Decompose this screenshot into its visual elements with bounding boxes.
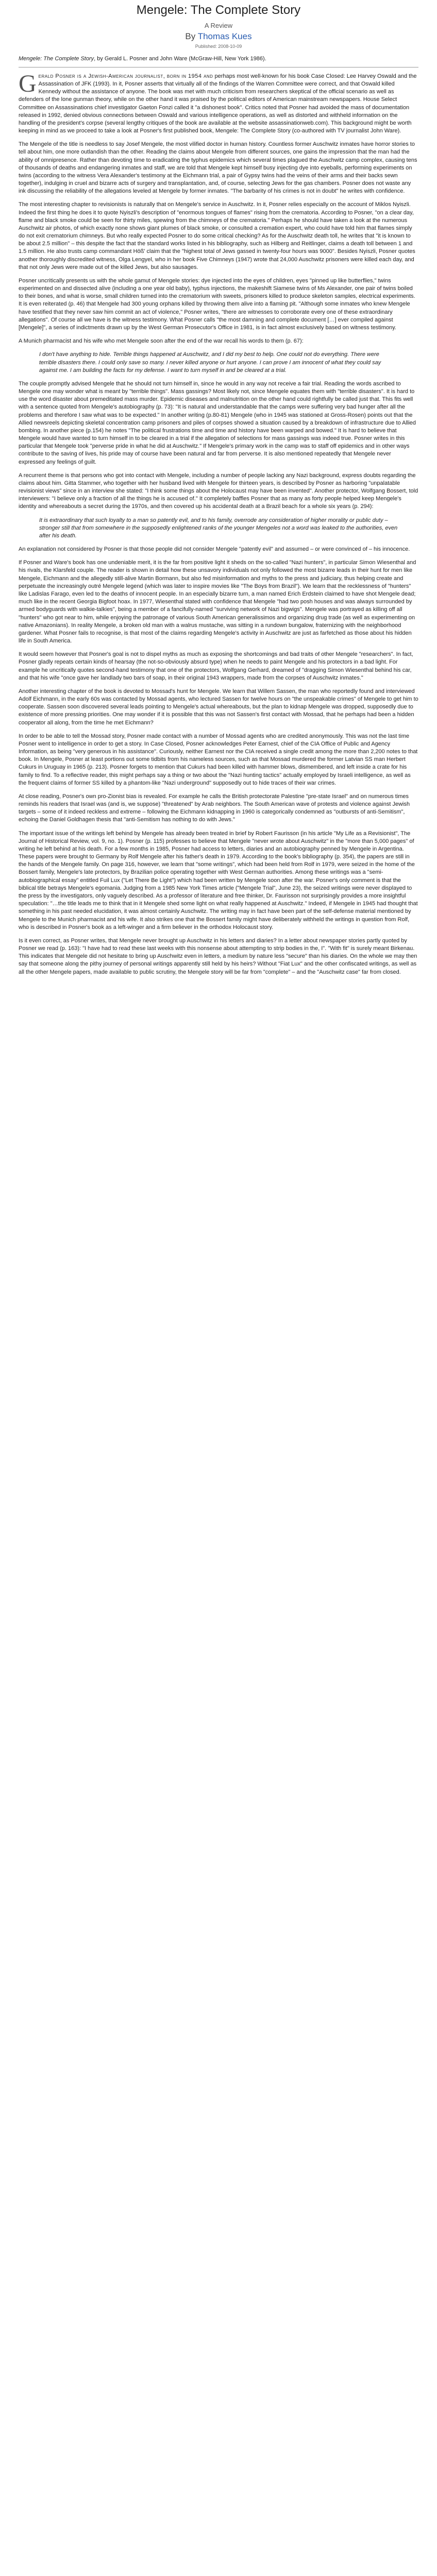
block-quote: I don't have anything to hide. Terrible things happened at Auschwitz, and I did my best to help. One could not do everything. There were terrible disasters there. I could only save so many. I never killed anyone or hurt anyone. I can prove I am innocent of what they could say against me. I am building the facts for my defense. I want to turn myself in and be cleared at a trial. xyxy=(39,351,381,374)
article xyxy=(19,0,418,976)
book-citation xyxy=(19,55,418,63)
paragraph-text: Posner uncritically presents us with the whole gamut of Mengele stories: dye injected into the eyes of children, eyes "pinned up like butterflies," twins experimented on and dissected alive (including a one year old baby), typhus injections, the makeshift Siamese twins of Ms Alexander, one pair of twins boiled to their bones, and what is worse, small children turned into the crematorium with sweets, prisoners killed to produce skeleton samples, electrical experiments. It is even reiterated (p. 46) that Mengele had 300 young orphans killed by throwing them alive into a flaming pit. "Although some inmates who knew Mengele have testified that they never saw him commit an act of violence," Posner writes, "there are witnesses to corroborate every one of these extraordinary allegations". Of course all we have is the witness testimony. What Posner calls "the most damning and complete document […] ever compiled against [Mengele]", a series of indictments drawn up by the West German Prosecutor's Office in 1981, is in fact almost exclusively based on witness testimony. xyxy=(19,277,415,331)
paragraph xyxy=(19,277,418,332)
block-quote: It is extraordinary that such loyalty to a man so patently evil, and to his family, overrode any consideration of higher morality or public duty – stronger still that from somewhere in the supposedly enlightened ranks of the younger Mengeles not a word was leaked to the authorities, even after his death. xyxy=(39,517,398,539)
article-title: Mengele: The Complete Story xyxy=(136,3,301,17)
lead-in: erald Posner is a Jewish-American journalist, born in 1954 and xyxy=(38,73,213,79)
paragraph xyxy=(19,201,418,272)
paragraph xyxy=(19,70,418,135)
paragraph xyxy=(19,380,418,466)
byline-prefix: By xyxy=(185,31,196,41)
paragraph-text: Is it even correct, as Posner writes, that Mengele never brought up Auschwitz in his letters and diaries? In a letter about newspaper stories partly quoted by Posner we read (p. 163): "I have had to read these last weeks with this nonsense about attempting to strip bodies in the, I". "With fit" is surely meant Birkenau. This indicates that Mengele did not hesitate to bring up Auschwitz even in letters, a medium by nature less "secure" than his diaries. On the whole we may then say that someone along the pithy journey of personal writings apparently still held by his heirs? Without "Fiat Lux" and the other confiscated writings, as well as all the other Mengele papers, made available to public scrutiny, the Mengele story will be far from "complete" – and the "Auschwitz case" far from closed. xyxy=(19,937,417,975)
paragraph-text: A Munich pharmacist and his wife who met Mengele soon after the end of the war recall his words to them (p. 67): xyxy=(19,338,304,345)
citation-details: , by Gerald L. Posner and John Ware (McGraw-Hill, New York 1986). xyxy=(94,56,266,62)
byline xyxy=(19,31,418,42)
paragraph-text: The Mengele of the title is needless to say Josef Mengele, the most vilified doctor in human history. Countless former Auschwitz inmates have horror stories to tell about him, one more outlandish than the other. Reading the claims about Mengele from different sources, one gains the impression that the man had the ability of omnipresence. Rather than devoting time to eradicating the typhus epidemics which several times plagued the Auschwitz camp complex, causing tens of thousands of deaths and endangering inmates and staff, we are told that Mengele kept himself busy injecting dye into eyeballs, performing experiments on twins (according to the witness Vera Alexander's testimony at the Eichmann trial, a pair of Gypsy twins had the veins of their arms and their backs sewn together), indulging in cruel and bizarre acts of surgery and transplantation, and, of course, selecting Jews for the gas chambers. Posner does not waste any ink discussing the reliability of the allegations leveled at Mengele by former inmates. "The barbarity of his crimes is not in doubt" he writes with confidence. xyxy=(19,141,417,195)
paragraph-text: perhaps most well-known for his book Case Closed: Lee Harvey Oswald and the Assassination of JFK (1993). In it, Posner asserts that virtually all of the findings of the Warren Committee were correct, and that Oswald killed Kennedy without the assistance of anyone. The book was met with much criticism from researchers skeptical of the official scenario as well as defenders of the lone gunman theory, while on the other hand it was praised by the political editors of American mainstream newspapers. House Select Committee on Assassinations chief investigator Gaeton Fonzi called it "a dishonest book". Critics noted that Posner had avoided the mass of documentation released in 1992, denied obvious connections between Oswald and various intelligence operations, as well as distorted and withheld information on the handling of the president's corpse (several lengthy critiques of the book are available at the website assassinationweb.com). This background might be worth keeping in mind as we proceed to take a look at Posner's first published book, Mengele: The Complete Story (co-authored with TV journalist John Ware). xyxy=(19,73,417,134)
paragraph-text: The important issue of the writings left behind by Mengele has already been treated in brief by Robert Faurisson (in his article "My Life as a Revisionist", The Journal of Historical Review, vol. 9, no. 1). Posner (p. 115) professes to believe that Mengele "never wrote about Auschwitz" in the "more than 5,000 pages" of writing he left behind at his death. For a few months in 1985, Posner had access to letters, diaries and an autobiography penned by Mengele in Argentina. These papers were brought to Germany by Rolf Mengele after his father's death in 1979. According to the book's bibliography (p. 354), the papers are still in the hands of the Mengele family. On page 316, however, we learn that "some writings", which had been held from Rolf in 1979, were seized in the home of the Bossert family, Mengele's late protectors, by Brazilian police operating together with West German authorities. Among these writings was a "semi-autobiographical essay" entitled Fuil Lux ("Let There Be Light") which had been written by Mengele soon after the war. Posner's only comment is that the biblical title betrays Mengele's egomania. Judging from a 1985 New York Times article ("Mengele Trial", June 23), the seized writings were never displayed to the press by the investigators, only vaguely described. As a professor of literature and free thinker, Dr. Faurisson not surprisingly provides a more insightful speculation: "…the title leads me to think that in it Mengele shed some light on what really happened at Auschwitz." Indeed, if Mengele in 1945 had thought that something in his past needed elucidation, it was almost certainly Auschwitz. The writing may in fact have been part of the self-defense material mentioned by Mengele to the Munich pharmacist and his wife. It also strikes one that the Bossert family might have deliberately withheld the writings in question from Rolf, who is described in Posner's book as a left-winger and a firm believer in the orthodox Holocaust story. xyxy=(19,830,418,930)
paragraph xyxy=(19,472,418,511)
paragraph-text: If Posner and Ware's book has one undeniable merit, it is the far from positive light it sheds on the so-called "Nazi hunters", in particular Simon Wiesenthal and his rivals, the Klarsfeld couple. The reader is shown in detail how these unsavory individuals not only followed the most bizarre leads in their hunt for men like Mengele, Eichmann and the allegedly still-alive Martin Bormann, but also fed misinformation and myths to the press and judiciary, thus helping create and perpetuate the increasingly outré Mengele legend (which was later to inspire movies like "The Boys from Brazil"). We learn that the recklessness of "hunters" like Ladislas Farago, even led to the deaths of innocent people. In an especially bizarre turn, a man named Erich Erdstein claimed to have shot Mengele dead; much like in the recent Georgia Bigfoot hoax. In 1977, Wiesenthal stated with confidence that Mengele "had two posh houses and was always surrounded by armed bodyguards with walkie-talkies", being a member of a fancifully-named "surviving network of Nazi bigwigs". Mengele was portrayed as killing off all "hunters" who got near to him, while enjoying the patronage of various South American generalissimos and organizing drug trade (as well as experimenting on native Amazonians). In reality Mengele, a broken old man with a walrus mustache, was sitting in a rundown bungalow, fraternizing with the neighborhood gardener. What Posner fails to recognise, is that most of the claims regarding Mengele's activity in Auschwitz are just as farfetched as those about his hidden life in South America. xyxy=(19,560,416,645)
published-date: Published: 2008-10-09 xyxy=(195,44,242,49)
paragraph xyxy=(19,830,418,931)
article-subtitle: A Review xyxy=(204,22,233,29)
article-body-cont xyxy=(19,546,418,976)
paragraph-text: A recurrent theme is that persons who got into contact with Mengele, including a number of people lacking any Nazi background, express doubts regarding the claims about him. Gitta Stammer, who together with her husband lived with Mengele for thirteen years, is described by Posner as harboring "unpalatable revisionist views" since in an interview she stated: "I think some things about the Holocaust may have been invented". Another protector, Wolfgang Bossert, told interviewers: "I believe only a fraction of all the things he is accused of." It completely baffles Posner that as many as forty people helped keep Mengele's identity and whereabouts a secret during the 1970s, and then covered up his accidental death at a Brazil beach for a whole six years (p. 294): xyxy=(19,472,418,510)
drop-cap: G xyxy=(19,70,37,97)
paragraph-text: An explanation not considered by Posner is that those people did not consider Mengele "patently evil" and assumed – or were convinced of – his innocence. xyxy=(19,546,410,553)
paragraph xyxy=(19,546,418,553)
paragraph xyxy=(19,793,418,824)
paragraph xyxy=(19,651,418,682)
paragraph xyxy=(19,559,418,645)
article-body xyxy=(19,70,418,346)
paragraph xyxy=(19,337,418,345)
article-body-cont xyxy=(19,380,418,511)
paragraph-text: In order to be able to tell the Mossad story, Posner made contact with a number of Mossad agents who are credited anonymously. This was not the last time Posner went to intelligence in order to get a story. In Case Closed, Posner acknowledges Peter Earnest, chief of the CIA Office of Public and Agency Information, as being "very generous in his assistance". Curiously, neither Earnest nor the CIA received a single credit among the more than 2,200 notes to that book. In Mengele, Posner at least portions out some tidbits from his nameless sources, such as that Mossad murdered the former Latvian SS man Herbert Cukurs in Uruguay in 1965 (p. 213). Posner forgets to mention that Cukurs had been killed with hammer blows, dismembered, and left inside a crate for his family to find. To a reflective reader, this might perhaps say a thing or two about the "Nazi hunting tactics" actually employed by Israeli intelligence, as well as the frequent claims of former SS killed by a phantom-like "Nazi underground" supposedly out to hide traces of their war crimes. xyxy=(19,733,418,786)
paragraph-text: The couple promptly advised Mengele that he should not turn himself in, since he would in any way not receive a fair trial. Reading the words ascribed to Mengele one may wonder what is meant by "terrible things". Mass gassings? Most likely not, since Mengele equates them with "terrible disasters". It is hard to use the word disaster about premeditated mass murder. Epidemic diseases and malnutrition on the other hand could rightfully be called just that. This fits well with a sentence quoted from Mengele's autobiography (p. 73): "It is natural and understandable that the camps were suffering very bad hunger after all the problems and therefore I saw what was to be expected." In another writing (p.80-81) Mengele (who in 1945 was stationed at Gross-Rosen) points out that the Allied newsreels depicting skeletal concentration camp prisoners and piles of corpses showed a situation caused by a breakdown of infrastructure due to Allied bombing. In another piece (p.154) he notes "The political frustrations time and time and history have been warped and bowed." It is hard to believe that Mengele would have wanted to turn himself in to be cleared in a trial if the allegation of selections for mass gassings was indeed true. Posner writes in this particular that Mengele took "perverse pride in what he did at Auschwitz." If Mengele's primary work in the camp was to staff off epidemics and in other ways contribute to the saving of lives, his pride may of course have been natural and far from perverse. It is also mentioned repeatedly that Mengele never expressed any feelings of guilt. xyxy=(19,380,416,465)
paragraph-text: The most interesting chapter to revisionists is naturally that on Mengele's service in Auschwitz. In it, Posner relies especially on the account of Miklos Nyiszli. Indeed the first thing he does it to quote Nyiszli's description of "enormous tongues of flames" rising from the crematoria. According to Posner, "on a clear day, flame and black smoke could be seen for thirty miles, spewing from the chimneys of the crematoria." Perhaps he should have taken a look at the numerous Auschwitz air photos, of which exactly none shows giant plumes of black smoke, or consulted a cremation expert, who could have told him that flames simply do not exit crematorium chimneys. But who really expected Posner to do some critical checking? As for the Auschwitz death toll, he writes that "it is known to be about 2.5 million" – this despite the fact that the standard works listed in his bibliography, such as Hilberg and Reitlinger, claims a death toll between 1 and 1.5 million. He also trusts camp commandant Höß' claim that the "highest total of Jews gassed in twenty-four hours was 9000". Besides Nyiszli, Posner quotes another thoroughly discredited witness, Olga Lengyel, who in her book Five Chimneys (1947) wrote that 24,000 Auschwitz prisoners were killed each day, and that not only Jews were made out of the killed Jews, but also sausages. xyxy=(19,201,415,270)
paragraph-text: Another interesting chapter of the book is devoted to Mossad's hunt for Mengele. We learn that Willem Sassen, the man who reportedly found and interviewed Adolf Eichmann, in the early 60s was contacted by Mossad agents, who lectured Sassen for twelve hours on "the unspeakable crimes" of Mengele to get him to cooperate. Sassen soon discovered several leads pointing to Mengele's actual whereabouts, but the plan to kidnap Mengele was dropped, supposedly due to existence of more pressing priorities. One may wonder if it is possible that this was not Sassen's first contact with Mossad, that he perhaps had been a hidden cooperator all along, from the time he met Eichmann? xyxy=(19,688,418,726)
paragraph-text: At close reading, Posner's own pro-Zionist bias is revealed. For example he calls the British protectorate Palestine "pre-state Israel" and on numerous times reminds his readers that Israel was (and is, we suppose) "threatened" by Arab neighbors. The South American wave of protests and violence against Jewish targets – some of it indeed reckless and extreme – following the Eichmann kidnapping in 1960 is categorically condemned as "outbursts of anti-Semitism", echoing the Daniel Goldhagen thesis that "anti-Semitism has nothing to do with Jews." xyxy=(19,793,410,823)
paragraph xyxy=(19,688,418,727)
paragraph xyxy=(19,937,418,976)
paragraph-text: It would seem however that Posner's goal is not to dispel myths as much as exposing the shortcomings and bad traits of other Mengele "researchers". In fact, Posner gladly repeats certain kinds of hearsay (the not-so-obviously absurd type) when he needs to paint Mengele and his protectors in a bad light. For example he uncritically quotes second-hand testimony that one of the protectors, Wolfgang Gerhard, dreamed of "dragging Simon Wiesenthal behind his car, and that his wife "once gave her landlady two bars of soap, in their original 1943 wrappers, made from the corpses of Auschwitz inmates." xyxy=(19,651,413,681)
paragraph xyxy=(19,733,418,787)
author-link[interactable]: Thomas Kues xyxy=(197,31,252,41)
citation-title: Mengele: The Complete Story xyxy=(19,56,94,62)
paragraph xyxy=(19,141,418,195)
